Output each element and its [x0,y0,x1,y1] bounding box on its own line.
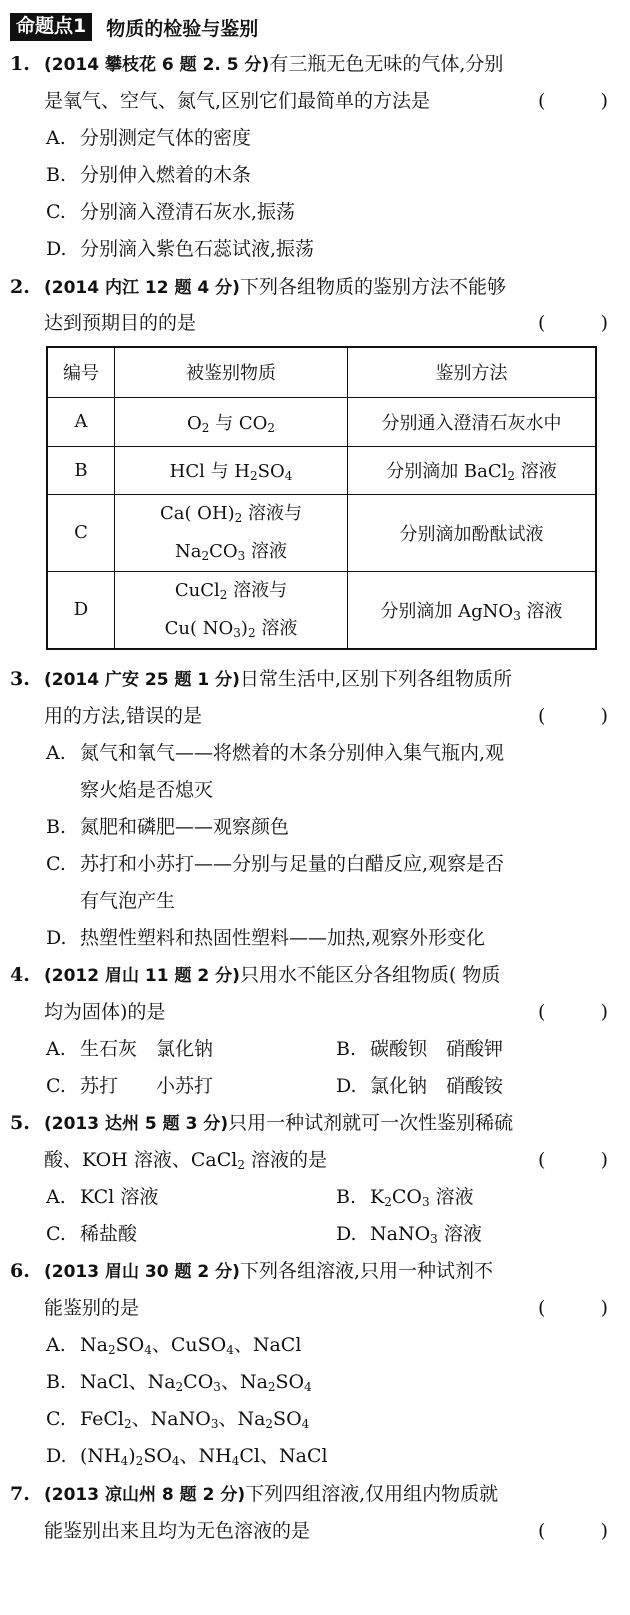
table-header: 被鉴别物质 [115,347,348,397]
formula-part: NaCl、Na [80,1371,176,1393]
option-text: 分别滴入紫色石蕊试液,振荡 [80,238,315,260]
option-text [370,1223,482,1245]
subscript: 3 [210,1417,219,1431]
option-label: C. [46,1223,66,1245]
close-paren: ) [600,1149,608,1171]
q4-stem-first [44,956,500,995]
q1-stem-first [44,45,503,84]
formula-part: ) [128,1445,136,1467]
formula-part: SO [275,1371,305,1393]
table-row [47,397,596,446]
subscript: 3 [237,548,246,563]
close-paren: ) [600,90,608,112]
q6-line-1 [0,1252,630,1290]
row-id: A [47,397,115,446]
q5-line-1 [0,1104,630,1142]
option-text: 苏打和小苏打——分别与足量的白醋反应,观察是否 [80,853,505,875]
substance-line [119,533,343,571]
option-label: D. [336,1223,357,1245]
question-stem: 用的方法,错误的是 [44,705,203,727]
option-label: C. [46,201,66,223]
formula-part: 、NaCl [233,1334,302,1356]
subscript: 2 [201,548,210,563]
option-label: A. [46,1186,66,1208]
row-id: D [47,571,115,649]
substance-line [119,610,343,648]
question-stem: 下列各组溶液,只用一种试剂不 [239,1260,493,1282]
option-label: B. [46,1371,67,1393]
identification-table [46,346,597,650]
option-text: 分别滴入澄清石灰水,振荡 [80,201,296,223]
formula-part: 与 CO [209,412,268,434]
q7-stem-first [44,1475,498,1514]
q4-options-row-2 [0,1067,630,1105]
substance-line [119,495,343,533]
q6-line-2 [0,1289,630,1327]
subscript: 2 [219,587,228,602]
option-label: A. [46,127,66,149]
q3-stem-first [44,660,512,699]
subscript: 3 [233,625,241,640]
q1-line-2 [0,82,630,120]
formula-part: SO [143,1445,172,1467]
open-paren: ( [538,1149,546,1171]
table-row [47,571,596,649]
subscript: 4 [144,1343,152,1357]
option-label: B. [46,164,67,186]
option-text: 有气泡产生 [80,890,176,912]
question-stem: 能鉴别出来且均为无色溶液的是 [44,1520,311,1542]
row-substances [115,446,348,494]
option-label: B. [336,1038,357,1060]
question-stem: 是氧气、空气、氮气,区别它们最简单的方法是 [44,90,431,112]
formula-part: Na [174,540,202,562]
q2-line-2 [0,304,630,342]
subscript: 2 [265,1417,274,1431]
question-number: 5. [10,1112,30,1134]
subscript: 4 [120,1454,129,1468]
close-paren: ) [600,1297,608,1319]
question-source: (2013 达州 5 题 3 分) [44,1114,229,1134]
option-label: D. [336,1075,357,1097]
row-id: C [47,494,115,571]
formula-part: 溶液与 [227,579,288,601]
option-text: 氮气和氧气——将燃着的木条分别伸入集气瓶内,观 [80,742,505,764]
subscript: 2 [107,1343,116,1357]
open-paren: ( [538,90,546,112]
subscript: 2 [175,1380,184,1394]
subscript: 2 [250,469,258,483]
option-label: B. [46,816,67,838]
subscript: 2 [247,625,256,640]
table-header: 编号 [47,347,115,397]
question-stem: 下列各组物质的鉴别方法不能够 [239,276,506,298]
question-source: (2014 攀枝花 6 题 2. 5 分) [44,55,270,75]
close-paren: ) [600,1001,608,1023]
subscript: 3 [421,1195,430,1209]
formula-part: 分别滴加 AgNO [380,600,514,622]
formula-part: SO [257,461,285,482]
row-method [348,571,597,649]
subscript: 3 [513,608,521,623]
table-row [47,494,596,571]
formula-part: 分别滴加 BaCl [386,461,508,482]
question-stem: 日常生活中,区别下列各组物质所 [239,668,512,690]
formula-part: 、NaNO [131,1408,211,1430]
q4-line-1 [0,956,630,994]
formula-part: Ca( OH) [159,502,235,524]
row-method: 分别通入澄清石灰水中 [348,397,597,446]
subscript: 2 [267,420,276,435]
question-number: 3. [10,668,30,690]
section-title: 物质的检验与鉴别 [106,17,259,40]
answer-blank[interactable] [538,82,608,120]
formula-part: SO [115,1334,145,1356]
close-paren: ) [600,705,608,727]
option-text: 苏打 小苏打 [80,1075,214,1097]
answer-blank[interactable] [538,697,608,735]
subscript: 4 [226,1343,234,1357]
formula-part: 溶液 [245,540,288,562]
subscript: 2 [124,1417,132,1431]
subscript: 2 [201,420,210,435]
formula-part: O [186,412,202,434]
close-paren: ) [600,312,608,334]
row-method [348,446,597,494]
subscript: 4 [301,1417,310,1431]
question-number: 7. [10,1483,30,1505]
formula-part: SO [273,1408,302,1430]
option-text [80,1371,312,1393]
option-label: C. [46,1075,66,1097]
open-paren: ( [538,1520,546,1542]
question-stem: 能鉴别的是 [44,1297,140,1319]
option-text: 察火焰是否熄灭 [80,779,214,801]
question-stem: 有三瓶无色无味的气体,分别 [269,53,504,75]
formula-part: CO [391,1186,422,1208]
option-text: 热塑性塑料和热固性塑料——加热,观察外形变化 [80,927,486,949]
row-id: B [47,446,115,494]
formula-part: 、CuSO [151,1334,227,1356]
subscript: 2 [267,1380,276,1394]
question-stem [44,1141,327,1179]
row-substances [115,494,348,571]
formula-part: Cl、NaCl [239,1445,328,1467]
formula-part: Cu( NO [164,617,234,639]
option-label: A. [46,1334,66,1356]
answer-blank[interactable] [538,1289,608,1327]
option-text: 生石灰 氯化钠 [80,1038,214,1060]
answer-blank[interactable] [538,1512,608,1550]
formula-part: 溶液 [515,461,557,482]
option-text: 分别伸入燃着的木条 [80,164,252,186]
table-row [47,446,596,494]
section-header [10,12,258,42]
q7-line-1 [0,1475,630,1513]
q5-stem-first [44,1104,513,1143]
formula-part: 溶液 [255,617,298,639]
option-text: 稀盐酸 [80,1223,138,1245]
option-text [80,1408,309,1430]
answer-blank[interactable] [538,993,608,1031]
subscript: 2 [237,1158,245,1172]
formula-part: FeCl [80,1408,125,1430]
substance-line [119,572,343,610]
subscript: 4 [284,469,293,483]
option-text: 分别测定气体的密度 [80,127,252,149]
subscript: 3 [430,1232,438,1246]
question-number: 4. [10,964,30,986]
option-text: KCl 溶液 [80,1186,159,1208]
q4-line-2 [0,993,630,1031]
subscript: 3 [213,1380,221,1394]
subscript: 2 [507,469,516,483]
formula-part: HCl 与 H [169,461,250,482]
subscript: 2 [384,1195,392,1209]
stem-part: 酸、KOH 溶液、CaCl [44,1149,238,1171]
option-text: 氮肥和磷肥——观察颜色 [80,816,290,838]
q4-options-row-1 [0,1030,630,1068]
option-text: 氯化钠 硝酸铵 [370,1075,504,1097]
formula-part: 、Na [220,1371,268,1393]
close-paren: ) [600,1520,608,1542]
formula-part: CO [183,1371,214,1393]
subscript: 2 [234,510,243,525]
option-label: D. [46,238,67,260]
option-label: C. [46,853,66,875]
subscript: 2 [135,1454,144,1468]
option-label: D. [46,927,67,949]
formula-part: 溶液 [429,1186,474,1208]
row-substances [115,571,348,649]
q2-stem-first [44,268,506,307]
q5-options-row-1 [0,1178,630,1216]
formula-part: CO [209,540,238,562]
q3-line-1 [0,660,630,698]
formula-part: NaNO [370,1223,431,1245]
option-label: C. [46,1408,66,1430]
row-method: 分别滴加酚酞试液 [348,494,597,571]
question-source: (2014 广安 25 题 1 分) [44,670,240,690]
q5-options-row-2 [0,1215,630,1253]
question-stem: 达到预期目的的是 [44,312,197,334]
q5-line-2 [0,1141,630,1179]
q2-line-1 [0,268,630,306]
subscript: 4 [231,1454,240,1468]
question-source: (2013 凉山州 8 题 2 分) [44,1485,246,1505]
q7-line-2 [0,1512,630,1550]
option-text [80,1445,328,1467]
option-label: A. [46,742,66,764]
question-source: (2014 内江 12 题 4 分) [44,278,240,298]
subscript: 4 [171,1454,180,1468]
formula-part: 溶液与 [242,502,303,524]
formula-part: (NH [80,1445,121,1467]
formula-part: ) [240,617,248,639]
open-paren: ( [538,312,546,334]
stem-part: 溶液的是 [245,1149,328,1171]
table-header-row [47,347,596,397]
option-text [80,1334,301,1356]
formula-part: 、Na [218,1408,266,1430]
option-label: B. [336,1186,357,1208]
row-substances [115,397,348,446]
formula-part: 溶液 [437,1223,482,1245]
answer-blank[interactable] [538,304,608,342]
question-stem: 只用一种试剂就可一次性鉴别稀硫 [228,1112,514,1134]
section-badge: 命题点1 [10,13,92,41]
option-label: A. [46,1038,66,1060]
question-number: 1. [10,53,30,75]
q3-line-2 [0,697,630,735]
question-source: (2012 眉山 11 题 2 分) [44,966,240,986]
open-paren: ( [538,705,546,727]
question-number: 6. [10,1260,30,1282]
option-text [370,1186,474,1208]
option-text: 碳酸钡 硝酸钾 [370,1038,504,1060]
question-stem: 只用水不能区分各组物质( 物质 [239,964,501,986]
answer-blank[interactable] [538,1141,608,1179]
subscript: 4 [304,1380,312,1394]
formula-part: K [370,1186,385,1208]
option-label: D. [46,1445,67,1467]
formula-part: 溶液 [520,600,563,622]
formula-part: 、NH [179,1445,232,1467]
question-source: (2013 眉山 30 题 2 分) [44,1262,240,1282]
table-header: 鉴别方法 [348,347,597,397]
question-number: 2. [10,276,30,298]
formula-part: Na [80,1334,108,1356]
question-stem: 均为固体)的是 [44,1001,166,1023]
open-paren: ( [538,1001,546,1023]
open-paren: ( [538,1297,546,1319]
question-stem: 下列四组溶液,仅用组内物质就 [245,1483,499,1505]
q6-stem-first [44,1252,493,1291]
formula-part: CuCl [174,579,220,601]
q1-line-1 [0,45,630,83]
